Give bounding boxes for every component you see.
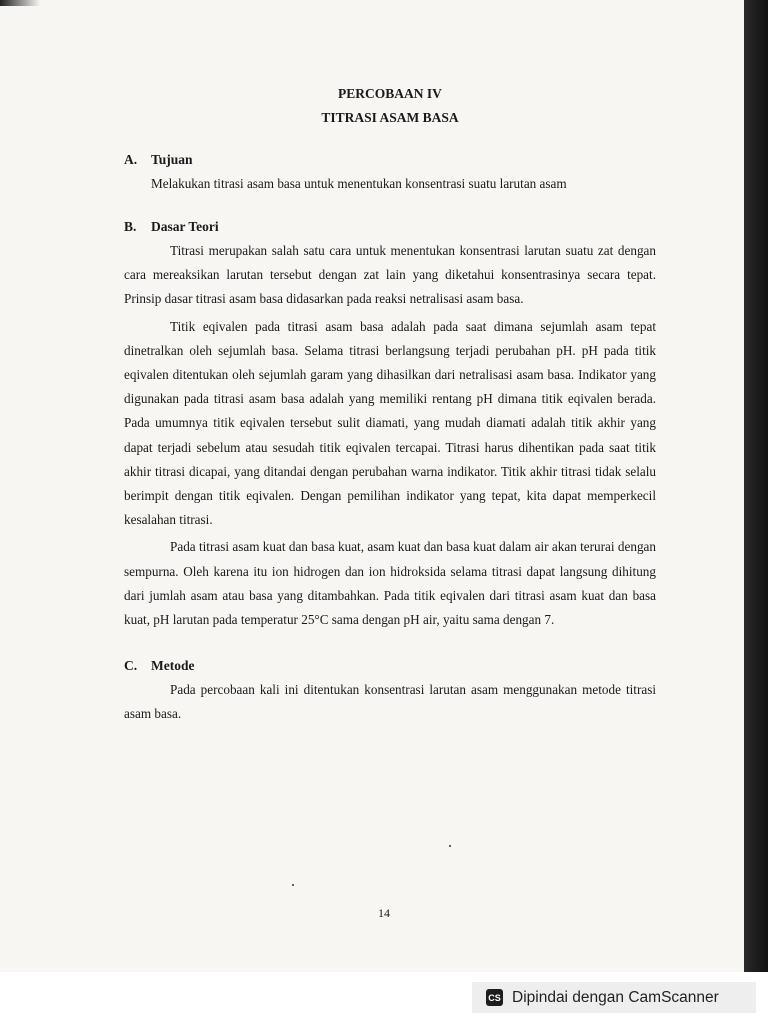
page-number: 14 — [378, 906, 390, 920]
section-letter: B. — [124, 219, 137, 234]
camscanner-text: Dipindai dengan CamScanner — [512, 988, 719, 1006]
section-heading — [124, 219, 656, 235]
section-metode — [124, 658, 656, 726]
camscanner-logo-icon: CS — [486, 989, 503, 1006]
scan-corner-mark — [0, 0, 40, 6]
paragraph: Titrasi merupakan salah satu cara untuk menentukan konsentrasi larutan suatu zat dengan cara mereaksikan larutan tersebut dengan zat lain yang diketahui konsentrasinya secara tepat. Prinsip dasar titrasi asam basa didasarkan pada reaksi netralisasi asam basa. — [124, 243, 656, 307]
document-body — [124, 82, 656, 727]
section-heading — [124, 152, 656, 168]
paragraph: Pada titrasi asam kuat dan basa kuat, asam kuat dan basa kuat dalam air akan terurai dengan sempurna. Oleh karena itu ion hidrogen dan ion hidroksida selama titrasi dapat langsung dihitung dari jumlah asam atau basa yang ditambahkan. Pada titik eqivalen dari titrasi asam kuat dan basa kuat, pH larutan pada temperatur 25°C sama dengan pH air, yaitu sama dengan 7. — [124, 539, 656, 628]
scan-speck — [449, 845, 451, 847]
paragraph: Titik eqivalen pada titrasi asam basa adalah pada saat dimana sejumlah asam tepat dinetralkan oleh sejumlah basa. Selama titrasi berlangsung terjadi perubahan pH. pH pada titik eqivalen ditentukan oleh sejumlah garam yang dihasilkan dari netralisasi asam basa. Indikator yang digunakan pada titrasi asam basa adalah yang memiliki rentang pH dimana titik eqivalen berada. Pada umumnya titik eqivalen tersebut sulit diamati, yang mudah diamati adalah titik akhir yang dapat terjadi sebelum atau sesudah titik eqivalen tercapai. Titrasi harus dihentikan pada saat titik akhir titrasi dicapai, yang ditandai dengan perubahan warna indikator. Titik akhir titrasi tidak selalu berimpit dengan titik eqivalen. Dengan pemilihan indikator yang tepat, kita dapat memperkecil kesalahan titrasi. — [124, 318, 656, 528]
section-heading — [124, 658, 656, 674]
section-title: Tujuan — [151, 152, 193, 167]
tujuan-text: Melakukan titrasi asam basa untuk menentukan konsentrasi suatu larutan asam — [151, 176, 567, 191]
scan-speck — [292, 884, 294, 886]
document-title: TITRASI ASAM BASA — [321, 110, 459, 125]
camscanner-watermark — [472, 982, 756, 1013]
section-letter: C. — [124, 658, 138, 674]
section-letter: A. — [124, 152, 138, 167]
section-title: Dasar Teori — [151, 219, 219, 234]
chapter-heading: PERCOBAAN IV — [338, 86, 442, 101]
paragraph: Pada percobaan kali ini ditentukan konsentrasi larutan asam menggunakan metode titrasi asam basa. — [124, 682, 656, 722]
section-title: Metode — [151, 658, 195, 674]
section-tujuan — [124, 152, 656, 195]
scan-dark-edge — [744, 0, 768, 972]
section-dasar-teori — [124, 219, 656, 632]
